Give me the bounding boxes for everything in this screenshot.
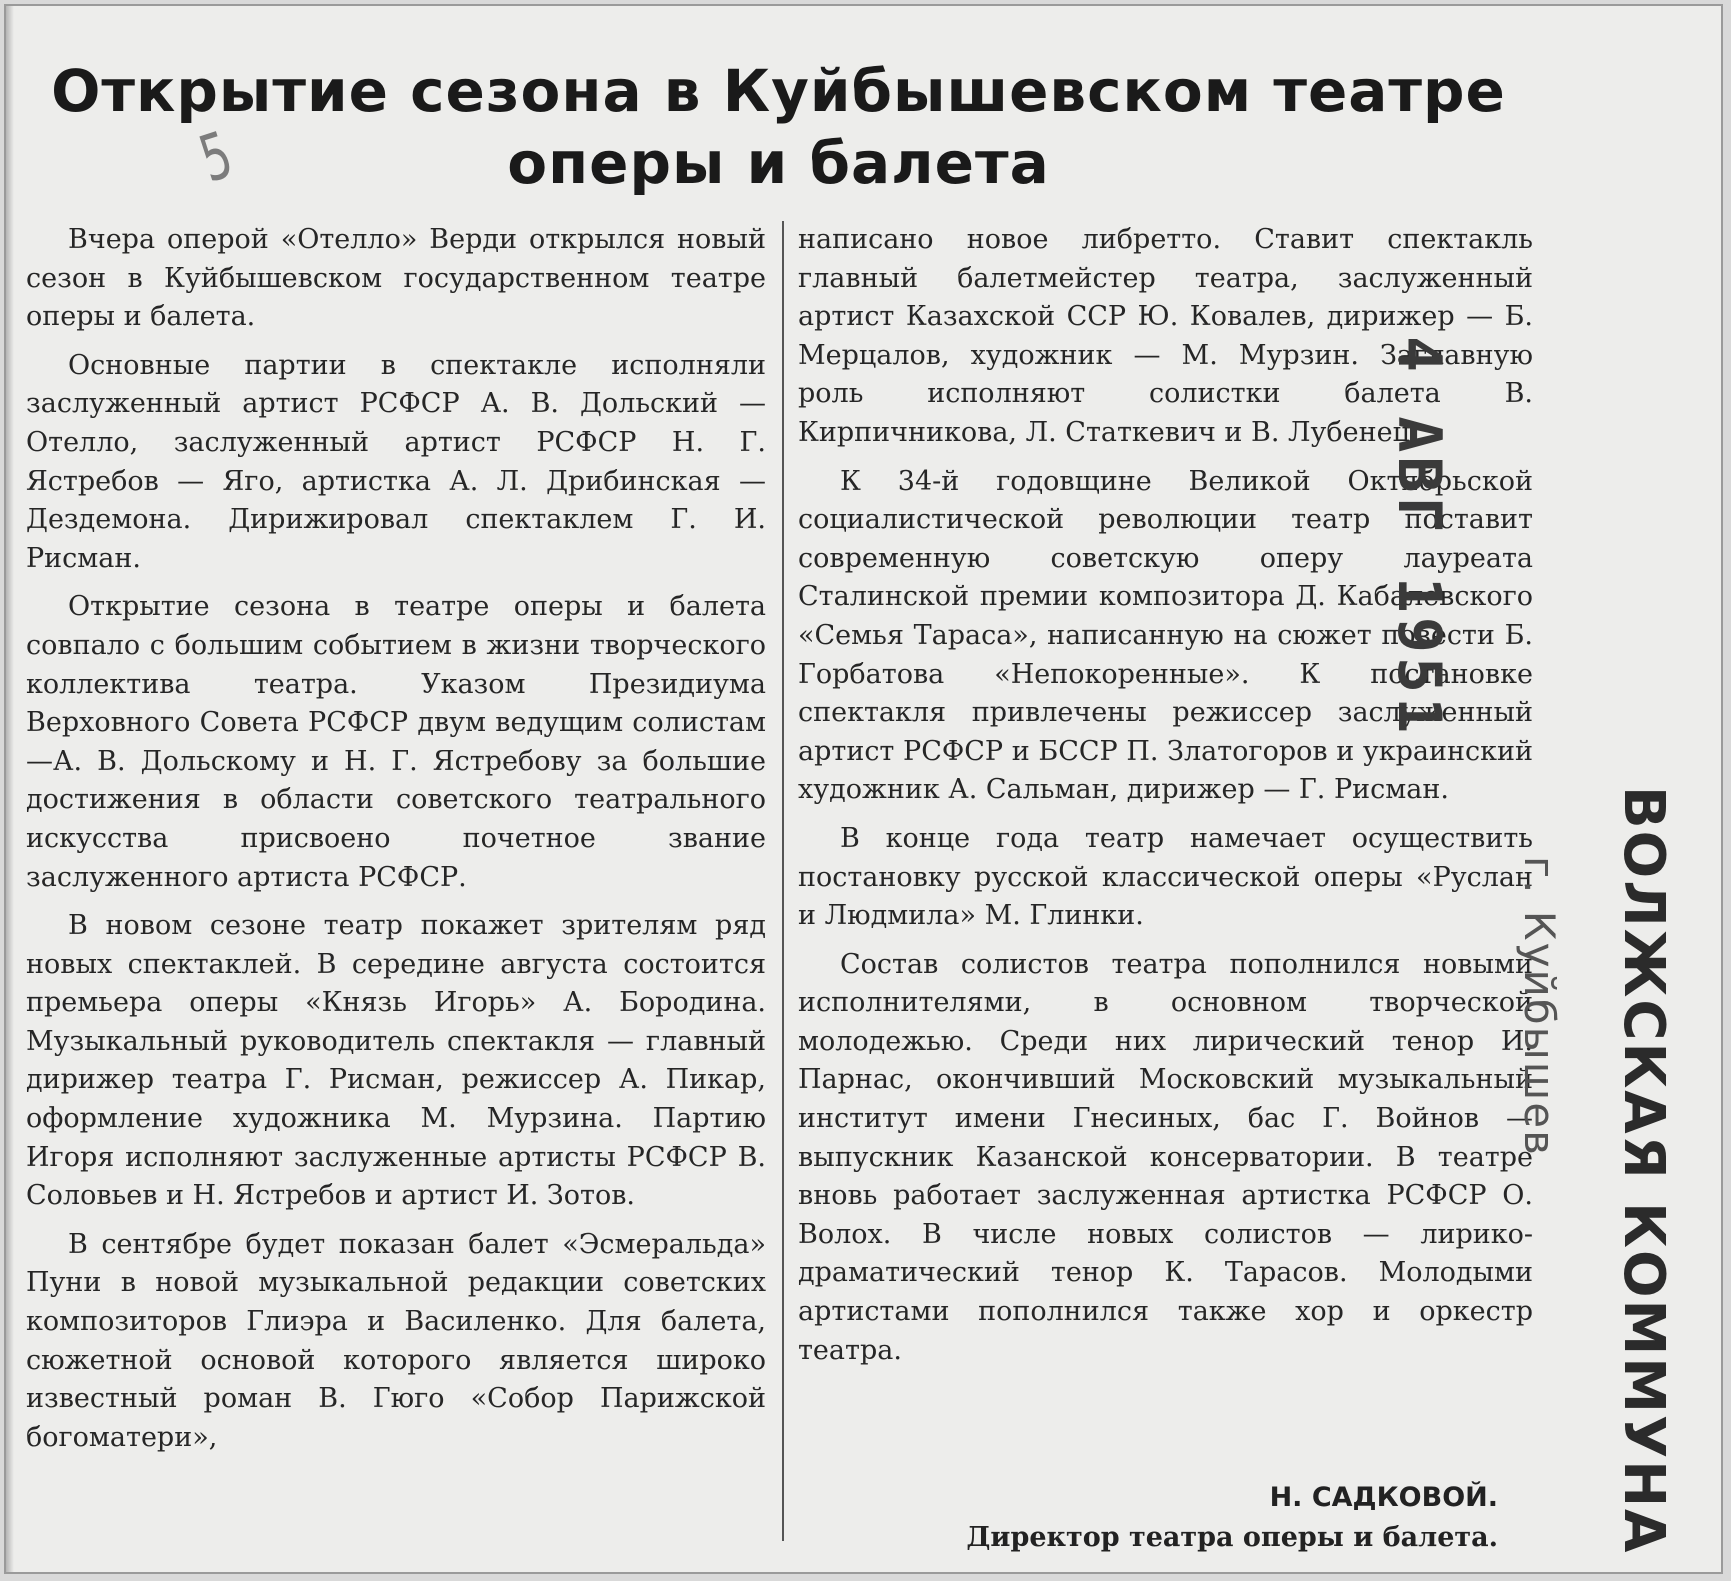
column-divider (782, 221, 784, 1541)
article-paragraph: В сентябре будет показан балет «Эсмеральда» Пуни в новой музыкальной редакции советских композиторов Глиэра и Василенко. Для балета, сюжетной основой которого является широко известный роман В. Гюго «Собор Парижской богоматери», (26, 1228, 766, 1453)
city-stamp: г. Куйбышев (1515, 856, 1564, 1157)
newspaper-name-stamp: ВОЛЖСКАЯ КОММУНА (1611, 786, 1676, 1555)
article-paragraph: В конце года театр намечает осуществить постановку русской классической оперы «Руслан и Людмила» М. Глинки. (798, 822, 1533, 932)
headline-line-1: Открытие сезона в Куйбышевском театре (51, 57, 1506, 125)
article-paragraph: написано новое либретто. Ставит спектакль главный балетмейстер театра, заслуженный артист Казахской ССР Ю. Ковалев, дирижер — Б. Мерцалов, художник — М. Мурзин. Заглавную роль исполняют солистки балета В. Кирпичникова, Л. Статкевич и В. Лубенец. (798, 224, 1533, 448)
author-signature: Н. САДКОВОЙ. (1269, 1482, 1498, 1513)
pencil-mark: 5 (191, 118, 242, 198)
article-paragraph: В новом сезоне театр покажет зрителям ряд новых спектаклей. В середине августа состоится премьера оперы «Князь Игорь» А. Бородина. Музыкальный руководитель спектакля — главный дирижер театра Г. Рисман, режиссер А. Пикар, оформление художника М. Мурзина. Партию Игоря исполняют заслуженные артисты РСФСР В. Соловьев и Н. Ястребов и артист И. Зотов. (26, 910, 766, 1212)
article-paragraph: Открытие сезона в театре оперы и балета совпало с большим событием в жизни творческого коллектива театра. Указом Президиума Верховного Совета РСФСР двум ведущим солистам—А. В. Дольскому и Н. Г. Ястребову за большие достижения в области советского театрального искусства присвоено почетное звание заслуженного артиста РСФСР. (26, 591, 766, 893)
article-paragraph: Основные партии в спектакле исполняли заслуженный артист РСФСР А. В. Дольский — Отелло, заслуженный артист РСФСР Н. Г. Ястребов — Яго, артистка А. Л. Дрибинская — Дездемона. Дирижировал спектаклем Г. И. Рисман. (26, 349, 766, 574)
clipping-edge-shadow (6, 6, 14, 1574)
newspaper-clipping (4, 4, 1723, 1574)
date-stamp: 4 АВГ 1951 (1384, 336, 1454, 738)
author-title: Директор театра оперы и балета. (966, 1522, 1498, 1553)
article-paragraph: К 34-й годовщине Великой Октябрьской социалистической революции театр поставит современную советскую оперу лауреата Сталинской премии композитора Д. Кабалевского «Семья Тараса», написанную на сюжет повести Б. Горбатова «Непокоренные». К постановке спектакля привлечены режиссер заслуженный артист РСФСР и БССР П. Златогоров и украинский художник А. Сальман, дирижер — Г. Рисман. (798, 465, 1533, 806)
headline-line-2: оперы и балета (507, 129, 1050, 197)
article-paragraph: Состав солистов театра пополнился новыми исполнителями, в основном творческой молодежью. Среди них лирический тенор И. Парнас, окончивший Московский музыкальный институт имени Гнесиных, бас Г. Войнов — выпускник Казанской консерватории. В театре вновь работает заслуженная артистка РСФСР О. Волох. В числе новых солистов — лирико-драматический тенор К. Тарасов. Молодыми артистами пополнился также хор и оркестр театра. (798, 948, 1533, 1366)
article-left-column (26, 221, 766, 1467)
article-paragraph: Вчера оперой «Отелло» Верди открылся новый сезон в Куйбышевском государственном театре оперы и балета. (26, 224, 766, 333)
